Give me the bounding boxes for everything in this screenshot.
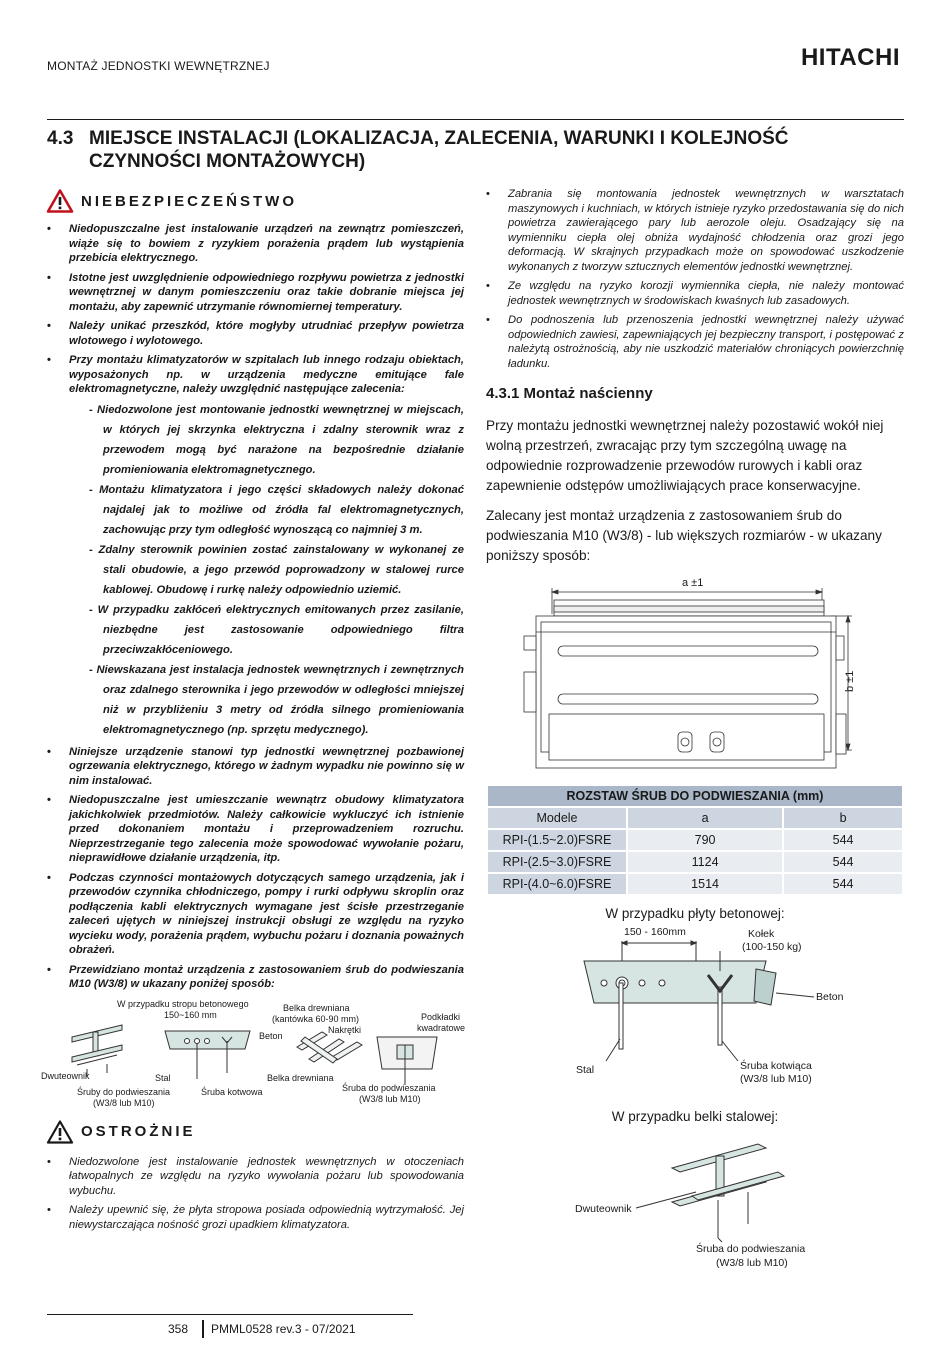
table-cell: 544 [783,851,903,873]
concrete-caption: W przypadku płyty betonowej: [605,906,785,921]
steel-bolt-spec: (W3/8 lub M10) [716,1257,788,1269]
list-item: • Niedopuszczalne jest instalowanie urządzeń na zewnątrz pomieszczeń, wiąże się to bowiem z ryzykiem porażenia prądem lub wystąpienia przebicia elektrycznego. [47,222,464,266]
fig-label-nuts: Nakrętki [328,1024,362,1035]
table-cell: 1124 [627,851,783,873]
table-cell: RPI-(1.5~2.0)FSRE [487,829,627,851]
list-item-text: Przy montażu klimatyzatorów w szpitalach lub innego rodzaju obiektach, wyposażonych np. w urządzenia medyczne emitujące fale elektromagnetyczne, należy uwzględnić następujące zalecenia: [69,354,464,395]
dim-a-label: a ±1 [682,577,704,589]
list-item [47,353,464,740]
caution-triangle-icon [47,1120,73,1144]
list-item: • Niedopuszczalne jest umieszczanie wewnątrz obudowy klimatyzatora jakichkolwiek przedmiotów. Należy całkowicie wykluczyć ich istnienie przed dokonaniem montażu i przeprowadzeniem rozruchu. Nieprzestrzeganie tego zalecenia może spowodować wywołanie pożaru, nieprawidłowe działanie urządzenia, itp. [47,793,464,866]
fig-label-steel: Stal [155,1072,171,1083]
list-item: • Podczas czynności montażowych dotyczących samego urządzenia, jak i przewodów czynnika chłodniczego, pompy i rurki odpływu skroplin oraz podłączenia kabli elektrycznych wymagane jest ścisłe przestrzeganie zaleceń ujętych w niniejszej instrukcji obsługi ze względu na ryzyko wycieku wody, porażenia prądem, wybuchu pożaru i doznania poważnych obrażeń. [47,871,464,958]
fig-label-square: Podkładki [421,1011,461,1022]
table-cell: 1514 [627,873,783,895]
fig-label-bolts2: Śruba do podwieszania [342,1082,436,1093]
sub-item: - Montażu klimatyzatora i jego części składowych należy dokonać najdalej jak to możliwe od źródła fal elektromagnetycznych, zachowując przy tym odległość wynoszącą co najmniej 3 m. [69,480,464,540]
fig-label-anchor: Śruba kotwowa [201,1086,263,1097]
bolt-spacing-table [486,784,904,896]
header-divider [47,119,904,120]
warning-triangle-icon [47,189,73,213]
concrete-anchor: Śruba kotwiąca [740,1060,812,1072]
table-caption: ROZSTAW ŚRUB DO PODWIESZANIA (mm) [487,785,903,807]
danger-heading [47,186,464,216]
fig-label-range: 150~160 mm [164,1009,217,1020]
concrete-range: 150 - 160mm [624,926,686,938]
list-item: • Istotne jest uwzględnienie odpowiedniego rozpływu powietrza z jednostki wewnętrznej w danym pomieszczeniu oraz takie dobranie miejsca jej montażu, aby zapewnić utrzymanie równomiernej temperatury. [47,271,464,315]
footer-separator [202,1320,204,1338]
subsection-paragraph: Zalecany jest montaż urządzenia z zastosowaniem śrub do podwieszania M10 (W3/8) - lub większych rozmiarów - w ukazany poniższy sposób: [486,508,882,563]
section-number: 4.3 [47,128,74,149]
table-header: a [627,807,783,829]
list-item: • Niedozwolone jest instalowanie jednostek wewnętrznych w otoczeniach łatwopalnych ze względu na ryzyko wywołania pożaru lub spowodowania wybuchu. [47,1155,464,1199]
fig-label-wood-spec: (kantówka 60-90 mm) [272,1013,360,1024]
list-item: • Przewidziano montaż urządzenia z zastosowaniem śrub do podwieszania M10 (W3/8) w ukazany poniżej sposób: [47,963,464,992]
danger-label: NIEBEZPIECZEŃSTWO [81,192,298,210]
table-header: b [783,807,903,829]
fig-label-wood: Belka drewniana [283,1002,350,1013]
fig-label-ibeam: Dwuteownik [41,1070,90,1081]
list-item: • Należy unikać przeszkód, które mogłyby utrudniać przepływ powietrza wlotowego i wylotowego. [47,319,464,348]
caution-heading [47,1117,464,1147]
sub-item: - W przypadku zakłóceń elektrycznych emitowanych przez zasilanie, niezbędne jest zastosowanie odpowiedniego filtra przeciwzakłóceniowego. [69,600,464,660]
table-header: Modele [487,807,627,829]
document-reference: PMML0528 rev.3 - 07/2021 [211,1322,356,1336]
table-cell: RPI-(4.0~6.0)FSRE [487,873,627,895]
fig-label-bolts: Śruby do podwieszania [77,1086,171,1097]
page-number: 358 [168,1322,189,1336]
left-column [41,186,466,1237]
sub-item: - Zdalny sterownik powinien zostać zainstalowany w wykonanej ze stali obudowie, a jego przewód poprowadzony w stalowej rurce kablowej. Obudowę i rurkę należy odpowiednio uziemić. [69,540,464,600]
emi-sublist [69,400,464,740]
suspension-methods-figure [41,997,466,1115]
fig-label-square2: kwadratowe [417,1022,466,1033]
caution-label: OSTROŻNIE [81,1123,196,1140]
fig-label-concrete: W przypadku stropu betonowego [117,998,249,1009]
sub-item: - Niewskazana jest instalacja jednostek wewnętrznych i zewnętrznych oraz zdalnego sterownika i jego przewodów w odległości mniejszej niż w przybliżeniu 3 metry od źródła silnego promieniowania elektromagnetycznego (np. sprzętu medycznego). [69,660,464,740]
caution-list [47,1155,464,1233]
list-item: • Niniejsze urządzenie stanowi typ jednostki wewnętrznej pozbawionej ogrzewania elektrycznego, którego w żadnym wypadku nie powinno się w nim instalować. [47,745,464,789]
fig-label-beton: Beton [259,1030,283,1041]
dim-b-label: b ±1 [844,670,856,692]
right-column [486,187,904,1274]
danger-list [47,222,464,992]
right-warning-list [486,187,904,371]
concrete-peg-spec: (100-150 kg) [742,941,802,953]
steel-caption: W przypadku belki stalowej: [611,1109,779,1124]
concrete-anchor-spec: (W3/8 lub M10) [740,1073,812,1085]
footer-divider [47,1314,413,1315]
table-cell: 544 [783,829,903,851]
sub-item: - Niedozwolone jest montowanie jednostki wewnętrznej w miejscach, w których jej skrzynka elektryczna i zdalny sterownik wraz z przewodem mogą być narażone na bezpośrednie działanie promieniowania elektromagnetycznego. [69,400,464,480]
fig-label-wood2: Belka drewniana [267,1072,334,1083]
subsection-title: 4.3.1 Montaż naścienny [486,385,653,402]
section-title: MIEJSCE INSTALACJI (LOKALIZACJA, ZALECENIA, WARUNKI I KOLEJNOŚĆ CZYNNOŚCI MONTAŻOWYCH) [89,128,789,172]
table-row [487,851,903,873]
table-cell: RPI-(2.5~3.0)FSRE [487,851,627,873]
brand-logo: HITACHI [800,44,900,71]
unit-dimension-figure [486,574,904,774]
table-row [487,873,903,895]
running-header: MONTAŻ JEDNOSTKI WEWNĘTRZNEJ [47,59,270,73]
concrete-peg: Kołek [748,928,775,940]
fig-label-bolts-spec: (W3/8 lub M10) [93,1097,155,1108]
table-cell: 544 [783,873,903,895]
list-item: • Do podnoszenia lub przenoszenia jednostki wewnętrznej należy używać odpowiednich zawiesi, zapewniających jej bezpieczny transport, i postępować z należytą ostrożnością, aby nie uszkodzić materiałów chroniących powierzchnię ładunku. [486,313,904,371]
concrete-slab-figure [486,921,904,1111]
concrete-steel: Stal [576,1064,595,1076]
table-cell: 790 [627,829,783,851]
table-row [487,829,903,851]
fig-label-bolts2-spec: (W3/8 lub M10) [359,1093,421,1104]
steel-beam-figure [486,1124,904,1274]
list-item: • Ze względu na ryzyko korozji wymiennika ciepła, nie należy montować jednostek wewnętrznych w środowiskach kwaśnych lub zasadowych. [486,279,904,308]
list-item: • Zabrania się montowania jednostek wewnętrznych w warsztatach maszynowych i kuchniach, w których istnieje ryzyko przedostawania się do nich powietrza zawierającego pary lub aerozole oleju. Osadzający się na wymienniku ciepła olej obniża wydajność chłodzenia oraz grozi jego deformacją. W skrajnych przypadkach może on spowodować uszkodzenie wykonanych z tworzyw sztucznych elementów jednostki wewnętrznej. [486,187,904,274]
concrete-beton: Beton [816,991,844,1003]
list-item: • Należy upewnić się, że płyta stropowa posiada odpowiednią wytrzymałość. Jej niewystarczająca nośność grozi upadkiem klimatyzatora. [47,1203,464,1232]
subsection-paragraph: Przy montażu jednostki wewnętrznej należy pozostawić wokół niej wolną przestrzeń, zwracając przy tym szczególną uwagę na odpowiednie rozprowadzenie przewodów rurowych i kabli oraz zapewnienie odstępów umożliwiających prace konserwacyjne. [486,418,884,493]
steel-ibeam: Dwuteownik [575,1203,632,1215]
steel-bolt: Śruba do podwieszania [696,1243,806,1255]
